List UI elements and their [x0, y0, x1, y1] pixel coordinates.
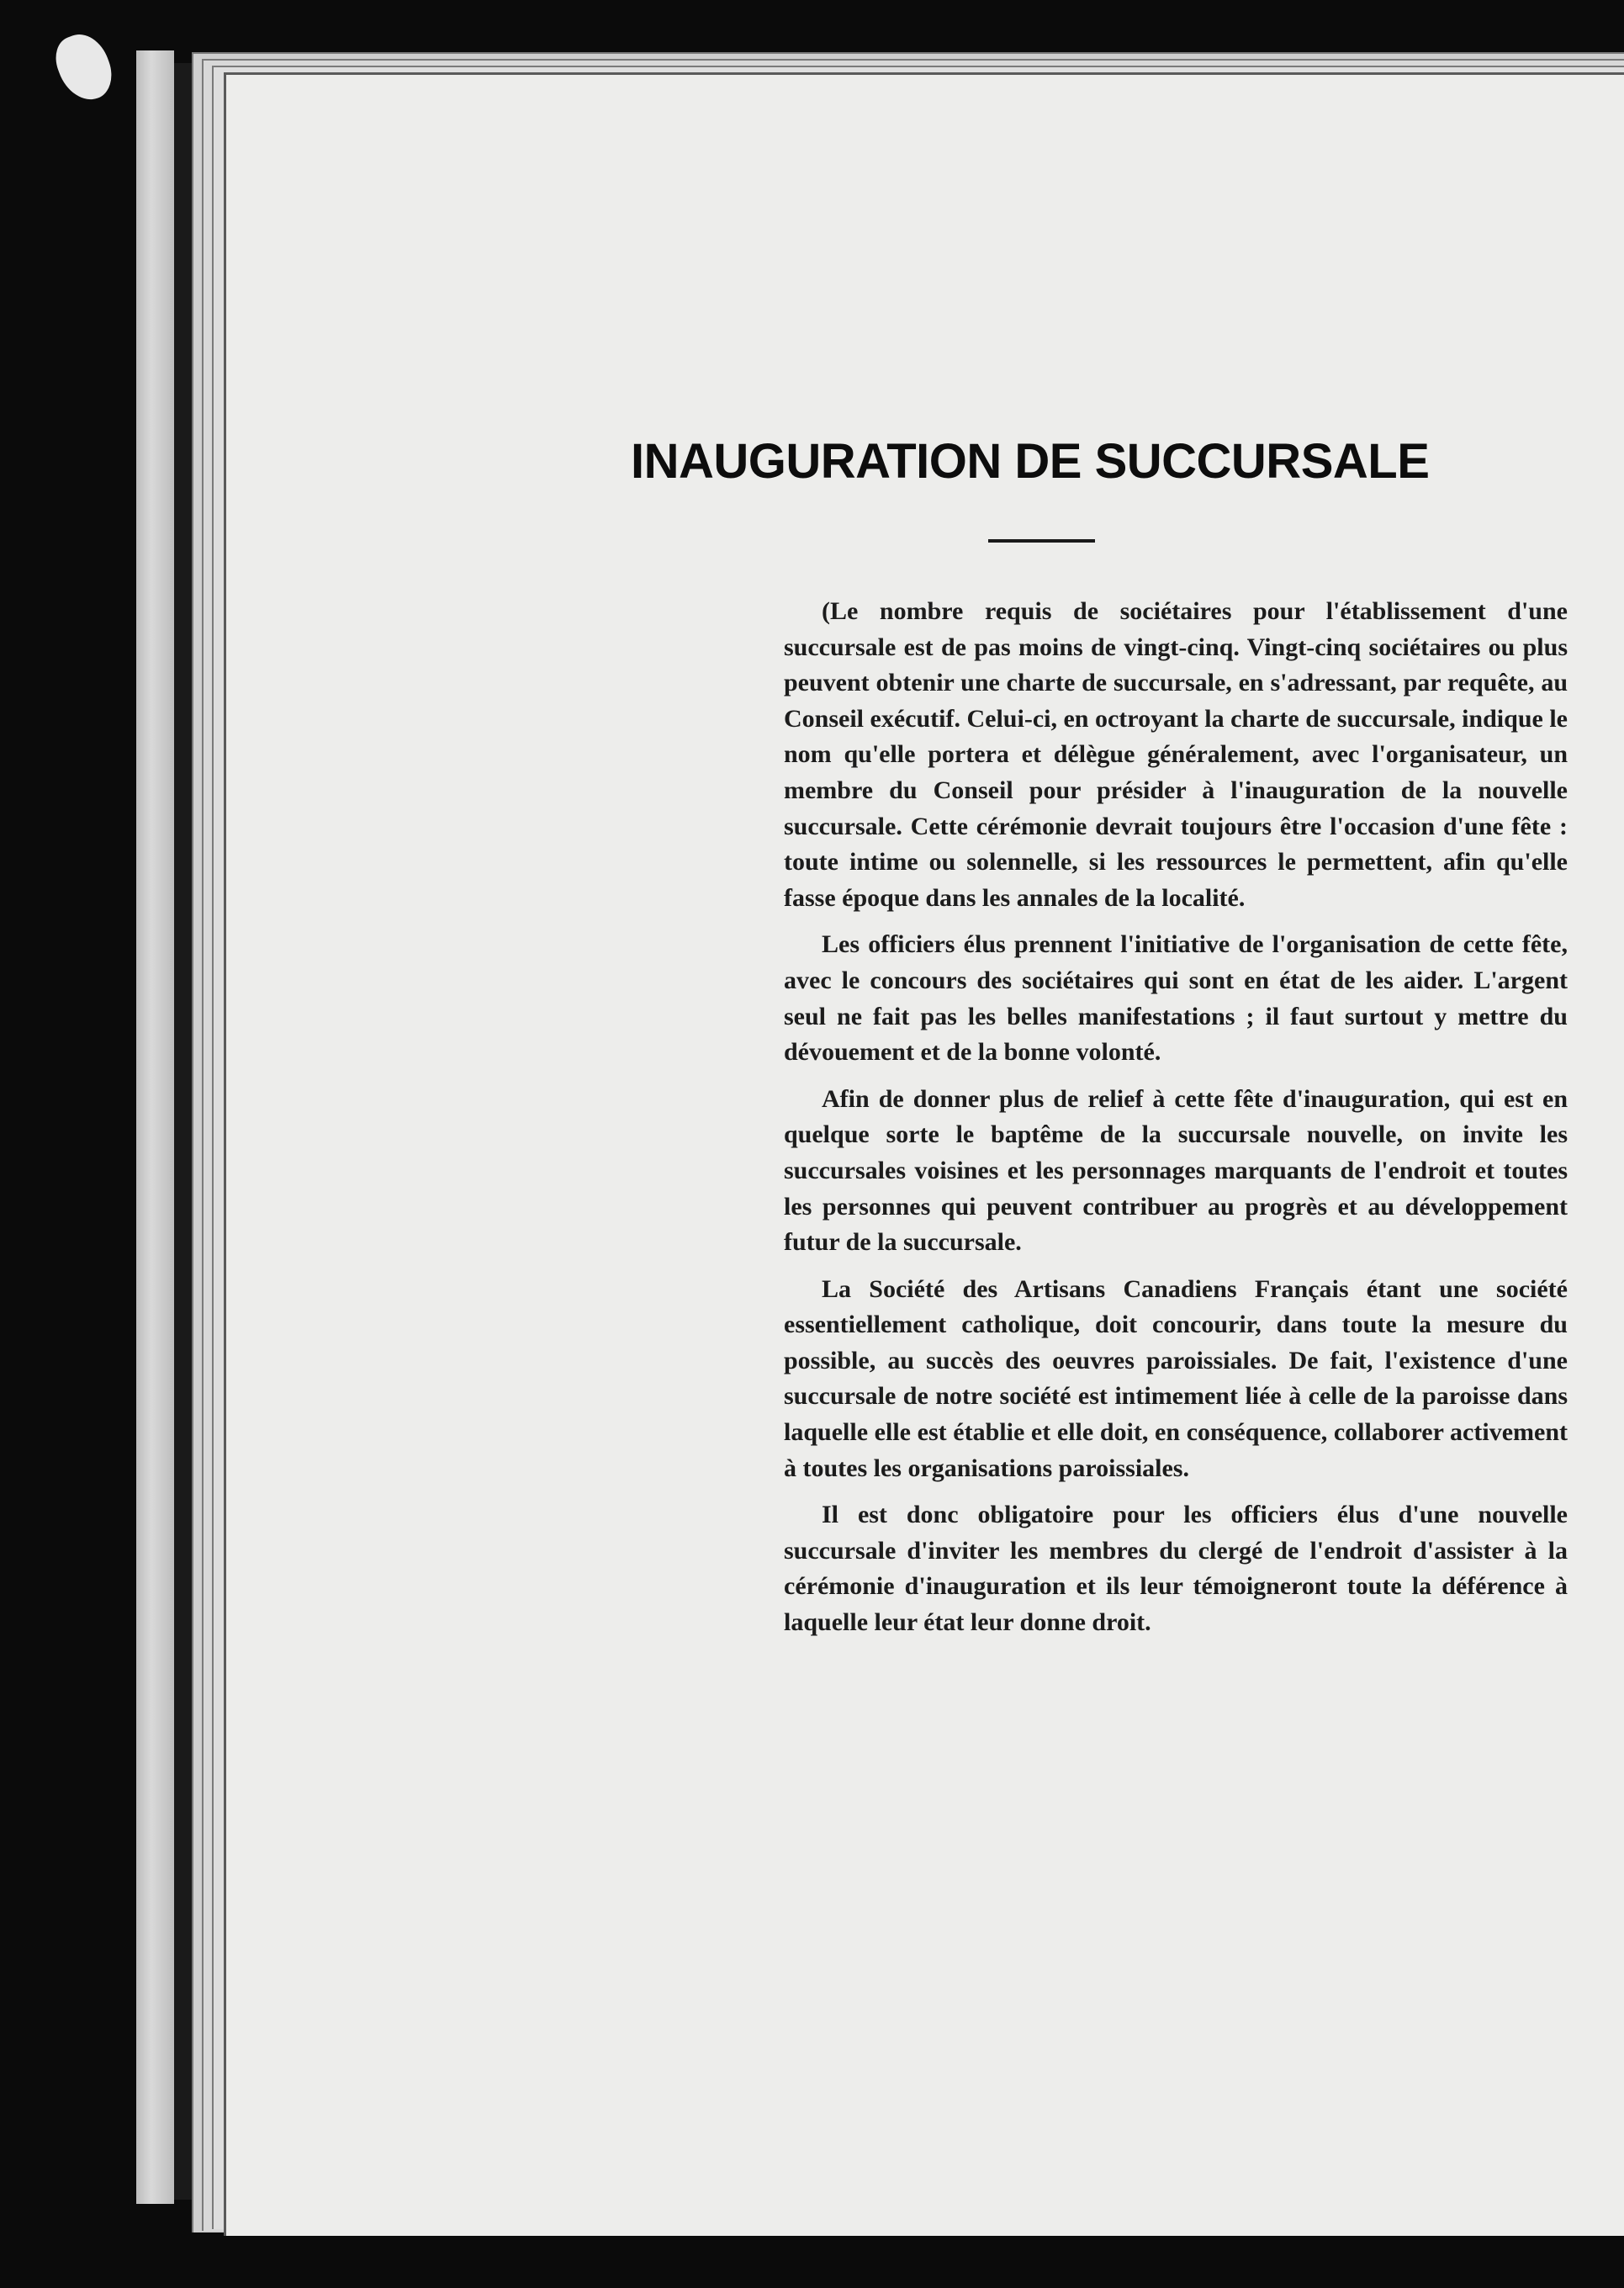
paragraph: Il est donc obligatoire pour les officiers élus d'une nouvelle succursale d'inviter les membres du clergé de l'endroit d'assister à la cérémonie d'inauguration et ils leur témoigneront toute la déférence à laquelle leur état leur donne droit.: [784, 1501, 1568, 1637]
title-divider: [988, 539, 1095, 543]
paragraph: La Société des Artisans Canadiens Français étant une société essentiellement catholique, doit concourir, dans toute la mesure du possible, au succès des oeuvres paroissiales. De fait, l'existence d'une succursale de notre société est intimement liée à celle de la paroisse dans laquelle elle est établie et elle doit, en conséquence, collaborer activement à toutes les organisations paroissiales.: [784, 1274, 1568, 1482]
film-smudge: [49, 27, 119, 108]
film-edge-strip: [136, 50, 174, 2204]
film-bottom-edge: [0, 2236, 1624, 2288]
paragraph: Les officiers élus prennent l'initiative de l'organisation de cette fête, avec le concours des sociétaires qui sont en état de les aider. L'argent seul ne fait pas les belles manifestations ; il faut surtout y mettre du dévouement et de la bonne volonté.: [784, 930, 1568, 1067]
page-title: INAUGURATION DE SUCCURSALE: [631, 434, 1430, 489]
paragraph: Afin de donner plus de relief à cette fête d'inauguration, qui est en quelque sorte le baptême de la succursale nouvelle, on invite les succursales voisines et les personnages marquants de l'endroit et toutes les personnes qui peuvent contribuer au progrès et au développement futur de la succursale.: [784, 1084, 1568, 1257]
film-edge-shadow: [174, 63, 193, 2200]
body-text: [784, 594, 1568, 1652]
paragraph: (Le nombre requis de sociétaires pour l'établissement d'une succursale est de pas moins de vingt-cinq. Vingt-cinq sociétaires ou plus peuvent obtenir une charte de succursale, en s'adressant, par requête, au Conseil exécutif. Celui-ci, en octroyant la charte de succursale, indique le nom qu'elle portera et délègue généralement, avec l'organisateur, un membre du Conseil pour présider à l'inauguration de la nouvelle succursale. Cette cérémonie devrait toujours être l'occasion d'une fête : toute intime ou solennelle, si les ressources le permettent, afin qu'elle fasse époque dans les annales de la localité.: [784, 597, 1568, 912]
